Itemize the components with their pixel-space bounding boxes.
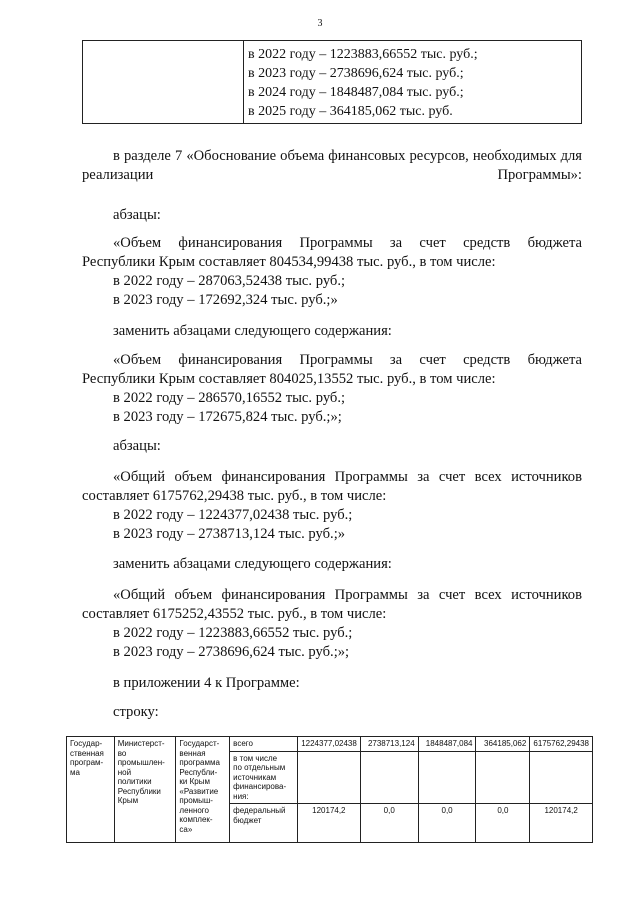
- row-federal-2022: 120174,2: [297, 804, 360, 843]
- block4-year1: в 2022 году – 1223883,66552 тыс. руб.;: [113, 625, 353, 641]
- block4-year2: в 2023 году – 2738696,624 тыс. руб.;»;: [113, 644, 350, 660]
- block4-quote-line1: «Общий объем финансирования Программы за счет всех источников: [113, 587, 582, 603]
- empty-cell: [476, 751, 530, 804]
- row-federal-sum: 120174,2: [530, 804, 593, 843]
- row-total-2025: 364185,062: [476, 737, 530, 752]
- block3-quote-line2: составляет 6175762,29438 тыс. руб., в том числе:: [82, 488, 387, 504]
- col-ministry: Министерст- во промышлен- ной политики Республики Крым: [114, 737, 176, 843]
- block1-quote: [82, 234, 582, 310]
- page-number: 3: [317, 18, 323, 29]
- year-line-2022: в 2022 году – 1223883,66552 тыс. руб.;: [248, 47, 478, 62]
- block2-quote: [82, 351, 582, 427]
- row-federal-2025: 0,0: [476, 804, 530, 843]
- block1-year1: в 2022 году – 287063,52438 тыс. руб.;: [113, 273, 346, 289]
- block3-year1: в 2022 году – 1224377,02438 тыс. руб.;: [113, 507, 353, 523]
- block1-quote-line2: Республики Крым составляет 804534,99438 тыс. руб., в том числе:: [82, 254, 496, 270]
- row-total-2022: 1224377,02438: [297, 737, 360, 752]
- row-total-sum: 6175762,29438: [530, 737, 593, 752]
- year-line-2025: в 2025 году – 364185,062 тыс. руб.: [248, 104, 453, 119]
- empty-cell: [418, 751, 476, 804]
- block1-label: абзацы:: [113, 207, 161, 223]
- year-line-2023: в 2023 году – 2738696,624 тыс. руб.;: [248, 66, 464, 81]
- row-total-label: всего: [230, 737, 298, 752]
- top-funding-table: [82, 40, 582, 124]
- block2-quote-line2: Республики Крым составляет 804025,13552 тыс. руб., в том числе:: [82, 371, 496, 387]
- col-program-name: Государст- венная программа Республи- ки Крым «Развитие промыш- ленного комплек- са»: [176, 737, 230, 843]
- empty-cell: [530, 751, 593, 804]
- appendix-intro: в приложении 4 к Программе:: [113, 675, 300, 691]
- row-federal-label: федеральный бюджет: [230, 804, 298, 843]
- row-total-2023: 2738713,124: [360, 737, 418, 752]
- replace2: заменить абзацами следующего содержания:: [113, 556, 392, 572]
- block3-quote-line1: «Общий объем финансирования Программы за счет всех источников: [113, 469, 582, 485]
- block4-quote-line2: составляет 6175252,43552 тыс. руб., в том числе:: [82, 606, 387, 622]
- year-line-2024: в 2024 году – 1848487,084 тыс. руб.;: [248, 85, 464, 100]
- block3-year2: в 2023 году – 2738713,124 тыс. руб.;»: [113, 526, 346, 542]
- appendix-table: [66, 736, 593, 843]
- empty-cell: [83, 41, 244, 124]
- row-federal-2024: 0,0: [418, 804, 476, 843]
- row-sources-label: в том числе по отдельным источникам финансирова- ния:: [230, 751, 298, 804]
- block2-year2: в 2023 году – 172675,824 тыс. руб.;»;: [113, 409, 342, 425]
- table-row: [67, 737, 593, 752]
- row-total-2024: 1848487,084: [418, 737, 476, 752]
- empty-cell: [297, 751, 360, 804]
- section-intro-text: в разделе 7 «Обоснование объема финансовых ресурсов, необходимых для реализации Программы»:: [82, 148, 582, 183]
- col-program-type: Государ- ственная програм- ма: [67, 737, 115, 843]
- replace1: заменить абзацами следующего содержания:: [113, 323, 392, 339]
- block3-label: абзацы:: [113, 438, 161, 454]
- section-intro: [82, 147, 582, 185]
- block1-year2: в 2023 году – 172692,324 тыс. руб.;»: [113, 292, 338, 308]
- block2-year1: в 2022 году – 286570,16552 тыс. руб.;: [113, 390, 346, 406]
- rows-label: строку:: [113, 704, 159, 720]
- funding-years-cell: [244, 41, 582, 124]
- block2-quote-line1: «Объем финансирования Программы за счет средств бюджета: [113, 352, 582, 368]
- block1-quote-line1: «Объем финансирования Программы за счет средств бюджета: [113, 235, 582, 251]
- block4-quote: [82, 586, 582, 662]
- row-federal-2023: 0,0: [360, 804, 418, 843]
- empty-cell: [360, 751, 418, 804]
- block3-quote: [82, 468, 582, 544]
